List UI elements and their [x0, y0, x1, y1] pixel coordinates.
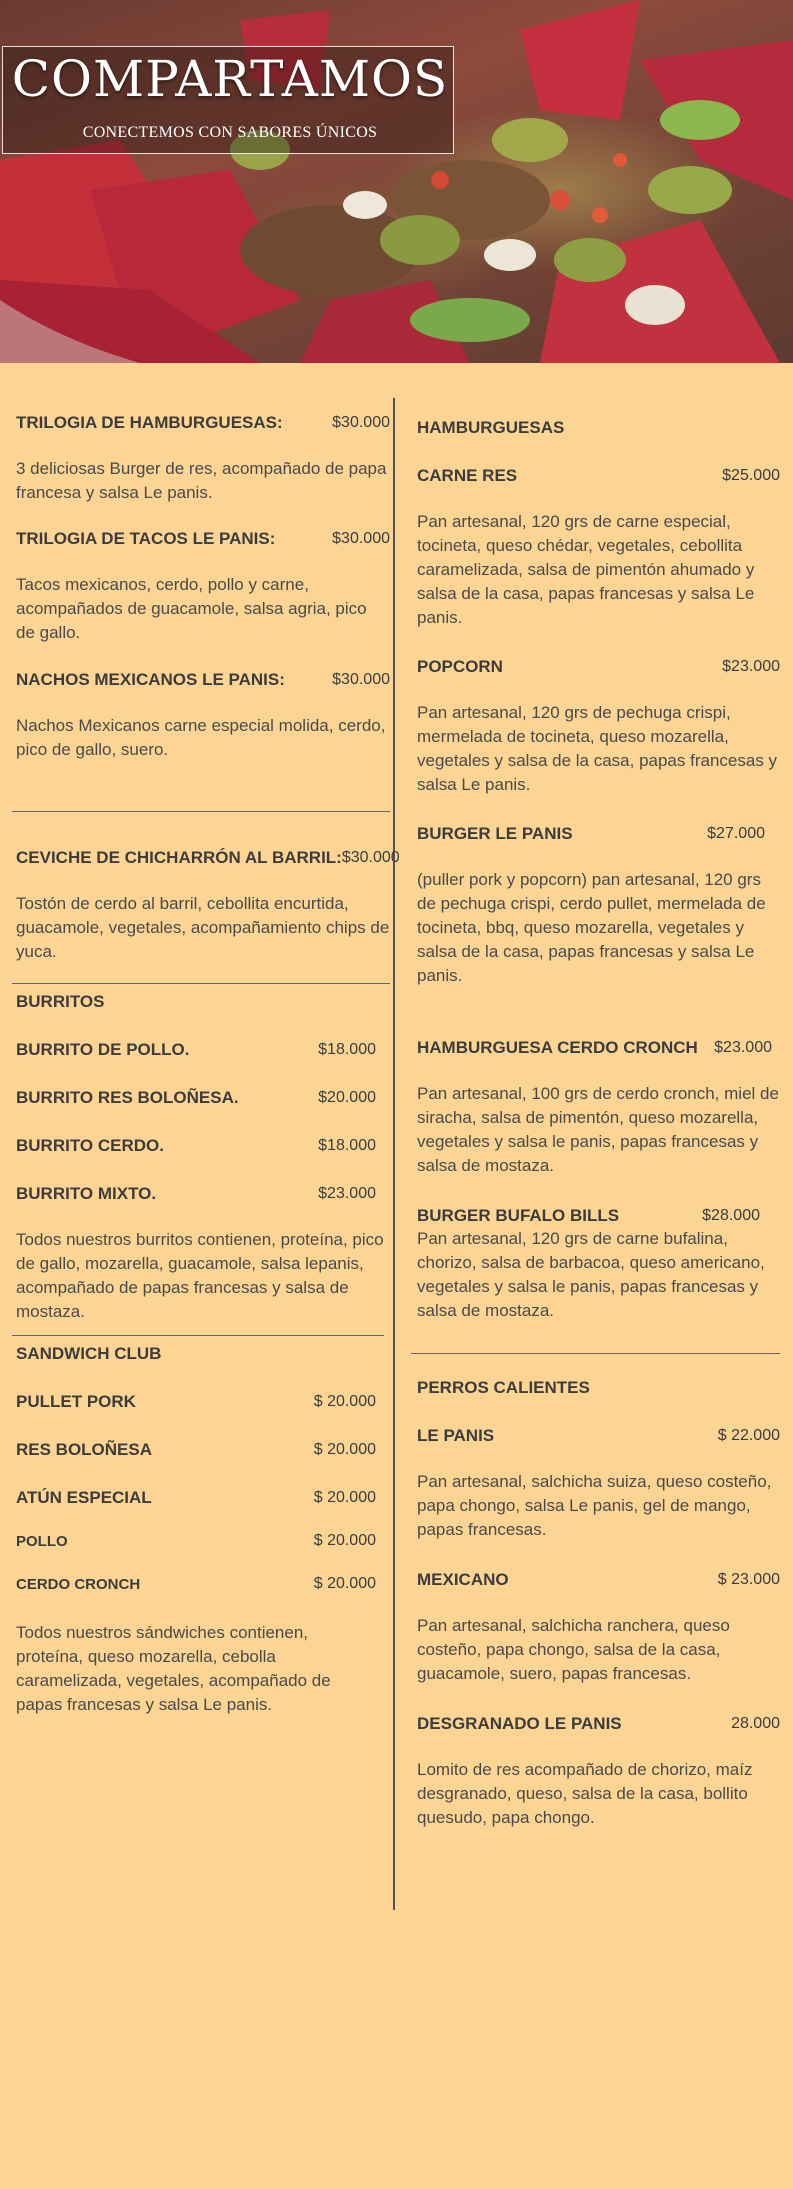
section-divider: [12, 983, 390, 984]
menu-item: [417, 463, 780, 489]
item-price: $30.000: [332, 414, 390, 431]
item-price: 28.000: [731, 1715, 780, 1732]
item-price: $30.000: [332, 530, 390, 547]
item-name: CARNE RES: [417, 466, 518, 485]
item-name: BURGER BUFALO BILLS: [417, 1206, 620, 1225]
menu-item: [16, 1389, 376, 1415]
item-name: NACHOS MEXICANOS LE PANIS:: [16, 670, 285, 689]
item-price: $ 20.000: [313, 1441, 376, 1458]
item-name: MEXICANO: [417, 1570, 509, 1589]
menu-item: [16, 1528, 376, 1554]
item-price: $18.000: [318, 1137, 376, 1154]
item-name: ATÚN ESPECIAL: [16, 1488, 152, 1507]
item-price: $25.000: [722, 467, 780, 484]
item-description: Tacos mexicanos, cerdo, pollo y carne, acompañados de guacamole, salsa agria, pico de gallo.: [16, 575, 367, 642]
item-name: RES BOLOÑESA: [16, 1440, 153, 1459]
section-title: SANDWICH CLUB: [16, 1344, 162, 1363]
menu-item: [16, 667, 390, 693]
item-price: $20.000: [318, 1089, 376, 1106]
section-divider: [12, 811, 390, 812]
item-description: Pan artesanal, 120 grs de pechuga crispi, mermelada de tocineta, queso mozarella, vegetales y salsa de la casa, papas francesas y salsa Le panis.: [417, 703, 778, 794]
menu-item: [16, 1133, 376, 1159]
item-price: $27.000: [707, 825, 765, 842]
item-price: $ 20.000: [313, 1489, 376, 1506]
item-name: POPCORN: [417, 657, 503, 676]
item-name: TRILOGIA DE HAMBURGUESAS:: [16, 413, 283, 432]
section-divider: [12, 1335, 384, 1336]
menu-item: [417, 1035, 772, 1061]
item-description: Nachos Mexicanos carne especial molida, cerdo, pico de gallo, suero.: [16, 716, 386, 759]
item-name: POLLO: [16, 1532, 68, 1550]
item-description: Tostón de cerdo al barril, cebollita encurtida, guacamole, vegetales, acompañamiento chips de yuca.: [16, 894, 390, 961]
item-name: BURRITO CERDO.: [16, 1136, 164, 1155]
item-price: $ 22.000: [717, 1427, 780, 1444]
page-subtitle: CONECTEMOS CON SABORES ÚNICOS: [82, 124, 378, 141]
menu-item: [417, 1711, 780, 1737]
item-price: $ 20.000: [313, 1532, 376, 1549]
menu-item: [16, 410, 390, 436]
item-name: PULLET PORK: [16, 1392, 136, 1411]
item-description: Lomito de res acompañado de chorizo, maíz desgranado, queso, salsa de la casa, bollito quesudo, papa chongo.: [417, 1760, 753, 1827]
column-divider: [393, 398, 395, 1910]
section-title: HAMBURGUESAS: [417, 418, 565, 437]
item-name: LE PANIS: [417, 1426, 495, 1445]
item-price: $30.000: [332, 671, 390, 688]
item-price: $23.000: [318, 1185, 376, 1202]
item-name: BURRITO MIXTO.: [16, 1184, 157, 1203]
menu-item: [417, 654, 780, 680]
section-title: PERROS CALIENTES: [417, 1378, 590, 1397]
item-name: BURRITO RES BOLOÑESA.: [16, 1088, 239, 1107]
item-price: $ 20.000: [313, 1393, 376, 1410]
menu-item: [417, 1567, 780, 1593]
hero-banner: [0, 0, 793, 363]
menu-item: [16, 526, 390, 552]
item-name: TRILOGIA DE TACOS LE PANIS:: [16, 529, 276, 548]
item-description: Pan artesanal, salchicha ranchera, queso costeño, papa chongo, salsa de la casa, guacamole, suero, papas francesas.: [417, 1616, 730, 1683]
item-description: Pan artesanal, 120 grs de carne especial, tocineta, queso chédar, vegetales, cebollita caramelizada, salsa de pimentón ahumado y salsa de la casa, papas francesas y salsa Le panis.: [417, 512, 755, 627]
item-price: $30.000: [341, 849, 400, 866]
menu-item: [16, 1437, 376, 1463]
item-price: $28.000: [702, 1207, 760, 1224]
item-description: Pan artesanal, 100 grs de cerdo cronch, miel de siracha, salsa de pimentón, queso mozarella, vegetales y salsa le panis, papas francesas y salsa de mostaza.: [417, 1084, 779, 1175]
item-description: 3 deliciosas Burger de res, acompañado de papa francesa y salsa Le panis.: [16, 459, 387, 502]
menu-item: [417, 1423, 780, 1449]
item-name: DESGRANADO LE PANIS: [417, 1714, 622, 1733]
item-name: HAMBURGUESA CERDO CRONCH: [417, 1038, 698, 1057]
item-description: Pan artesanal, salchicha suiza, queso costeño, papa chongo, salsa Le panis, gel de mango, papas francesas.: [417, 1472, 772, 1539]
item-name: BURGER LE PANIS: [417, 824, 573, 843]
section-divider: [411, 1353, 780, 1354]
item-description: (puller pork y popcorn) pan artesanal, 120 grs de pechuga crispi, cerdo pullet, mermelada de tocineta, bbq, queso mozarella, vegetales y salsa de la casa, papas francesas y salsa Le panis.: [417, 870, 766, 985]
item-description: Pan artesanal, 120 grs de carne bufalina, chorizo, salsa de barbacoa, queso americano, vegetales y salsa le panis, papas francesas y salsa de mostaza.: [417, 1229, 765, 1320]
menu-item: [16, 1485, 376, 1511]
item-name: BURRITO DE POLLO.: [16, 1040, 190, 1059]
menu-item: [16, 845, 400, 871]
item-name: CEVICHE DE CHICHARRÓN AL BARRIL:: [16, 848, 342, 867]
item-name: CERDO CRONCH: [16, 1575, 141, 1593]
item-price: $ 23.000: [717, 1571, 780, 1588]
section-title: BURRITOS: [16, 992, 105, 1011]
section-description: Todos nuestros sándwiches contienen, proteína, queso mozarella, cebolla caramelizada, vegetales, acompañado de papas francesas y salsa Le panis.: [16, 1623, 331, 1714]
menu-item: [16, 1085, 376, 1111]
section-description: Todos nuestros burritos contienen, proteína, pico de gallo, mozarella, guacamole, salsa lepanis, acompañado de papas francesas y salsa de mostaza.: [16, 1230, 384, 1321]
menu-item: [16, 1037, 376, 1063]
menu-item: [417, 821, 765, 847]
item-price: $ 20.000: [313, 1575, 376, 1592]
item-price: $23.000: [714, 1039, 772, 1056]
menu-item: [16, 1181, 376, 1207]
item-price: $18.000: [318, 1041, 376, 1058]
item-price: $23.000: [722, 658, 780, 675]
menu-item: [417, 1203, 760, 1229]
menu-item: [16, 1571, 376, 1597]
page-title: COMPARTAMOS: [11, 50, 449, 108]
